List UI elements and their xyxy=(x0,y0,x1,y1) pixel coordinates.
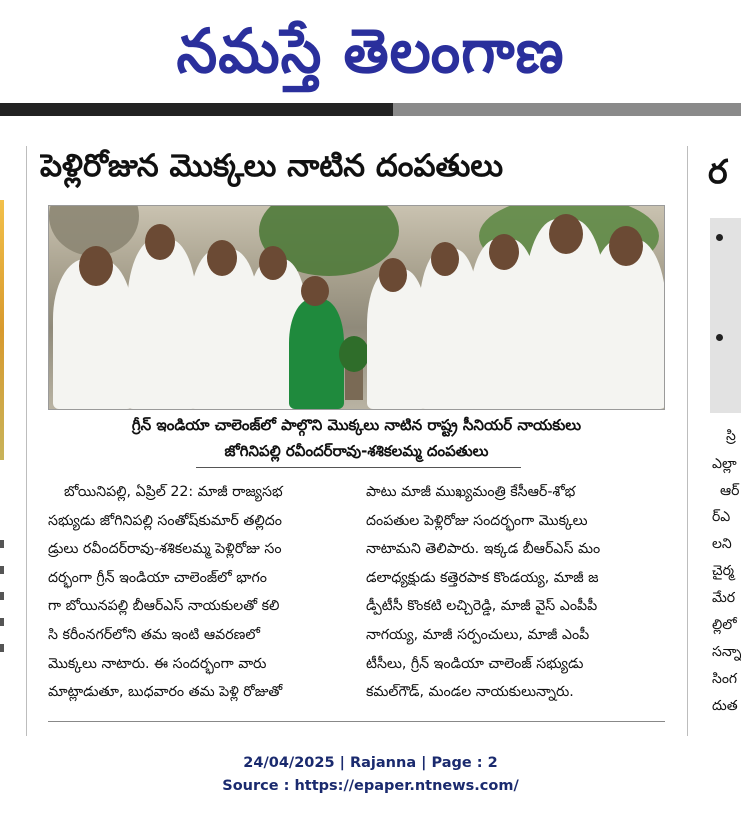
body-line: డలాధ్యక్షుడు కత్తెరపాక కొండయ్య, మాజీ జ xyxy=(366,569,599,586)
article-body-column-left xyxy=(48,478,348,707)
column-divider xyxy=(26,146,27,736)
body-line: గా బోయినపల్లి బీఆర్‌ఎస్ నాయకులతో కలి xyxy=(48,598,280,615)
adjacent-text: చైర్మ xyxy=(712,563,735,579)
body-line: సభ్యుడు జోగినిపల్లి సంతోష్‌కుమార్ తల్లిదం xyxy=(48,512,282,529)
photo-caption-line: గ్రీన్ ఇండియా చాలెంజ్‌లో పాల్గొని మొక్కలు నాటిన రాష్ట్ర సీనియర్ నాయకులు xyxy=(131,416,582,434)
footer-dateline: 24/04/2025 | Rajanna | Page : 2 xyxy=(243,755,498,771)
bullet-icon xyxy=(716,334,723,341)
newspaper-logo: నమస్తే తెలంగాణ xyxy=(176,15,565,87)
page-footer xyxy=(0,752,741,798)
adjacent-text-edge xyxy=(0,540,5,680)
article-headline: పెళ్లిరోజున మొక్కలు నాటిన దంపతులు xyxy=(40,148,504,184)
adjacent-text: స్రి xyxy=(726,428,736,444)
adjacent-text: మేర xyxy=(712,590,736,606)
footer-source-link[interactable]: Source : https://epaper.ntnews.com/ xyxy=(222,778,519,794)
body-line: కమల్‌గౌడ్, మండల నాయకులున్నారు. xyxy=(366,684,574,701)
body-line: మాట్లాడుతూ, బుధవారం తమ పెళ్లి రోజుతో xyxy=(48,684,283,701)
masthead xyxy=(0,0,741,102)
article-photo xyxy=(48,205,665,410)
adjacent-text: ఎల్లా xyxy=(712,456,737,472)
adjacent-text: సింగ xyxy=(712,671,738,687)
bullet-icon xyxy=(716,234,723,241)
body-line: సి కరీంనగర్‌లోని తమ ఇంటి ఆవరణలో xyxy=(48,626,260,643)
article-body-column-right xyxy=(366,478,666,707)
body-line: దంపతుల పెళ్లిరోజు సందర్భంగా మొక్కలు xyxy=(366,512,588,529)
masthead-rule-dark xyxy=(0,103,393,116)
body-line: డ్రులు రవీందర్‌రావు-శశికలమ్మ పెళ్లిరోజు సం xyxy=(48,541,282,558)
caption-underline xyxy=(196,467,521,468)
body-line: బోయినిపల్లి, ఏప్రిల్ 22: మాజీ రాజ్యసభ xyxy=(64,484,283,500)
adjacent-article xyxy=(690,146,741,736)
body-line: డ్పీటీసీ కొంకటి లచ్చిరెడ్డి, మాజీ వైస్ ఎంపీపీ xyxy=(366,598,598,615)
body-line: నాటామని తెలిపారు. ఇక్కడ బీఆర్‌ఎస్ మం xyxy=(366,541,601,558)
adjacent-text: ఆర్ xyxy=(720,483,740,499)
body-line: పాటు మాజీ ముఖ్యమంత్రి కేసీఆర్-శోభ xyxy=(366,484,576,500)
article-bottom-rule xyxy=(48,721,665,722)
photo-caption xyxy=(48,412,665,464)
adjacent-photo-edge xyxy=(0,200,4,460)
adjacent-headline: ర xyxy=(708,152,728,191)
body-line: దర్భంగా గ్రీన్ ఇండియా చాలెంజ్‌లో భాగం xyxy=(48,569,267,586)
adjacent-text: ల్లిలో xyxy=(712,617,737,633)
adjacent-highlight-box xyxy=(710,218,741,413)
adjacent-text: సన్నా xyxy=(712,644,741,660)
body-line: నాగయ్య, మాజీ సర్పంచులు, మాజీ ఎంపీ xyxy=(366,626,590,643)
photo-caption-line: జోగినిపల్లి రవీందర్‌రావు-శశికలమ్మ దంపతులు xyxy=(224,442,489,460)
adjacent-text: లని xyxy=(712,536,732,552)
body-line: మొక్కలు నాటారు. ఈ సందర్భంగా వారు xyxy=(48,655,267,672)
adjacent-text: దుత xyxy=(712,698,738,714)
column-divider xyxy=(687,146,688,736)
body-line: టీసీలు, గ్రీన్ ఇండియా చాలెంజ్ సభ్యుడు xyxy=(366,655,584,672)
adjacent-text: ర్‌ఎ xyxy=(712,509,731,525)
masthead-rule-grey xyxy=(393,103,741,116)
